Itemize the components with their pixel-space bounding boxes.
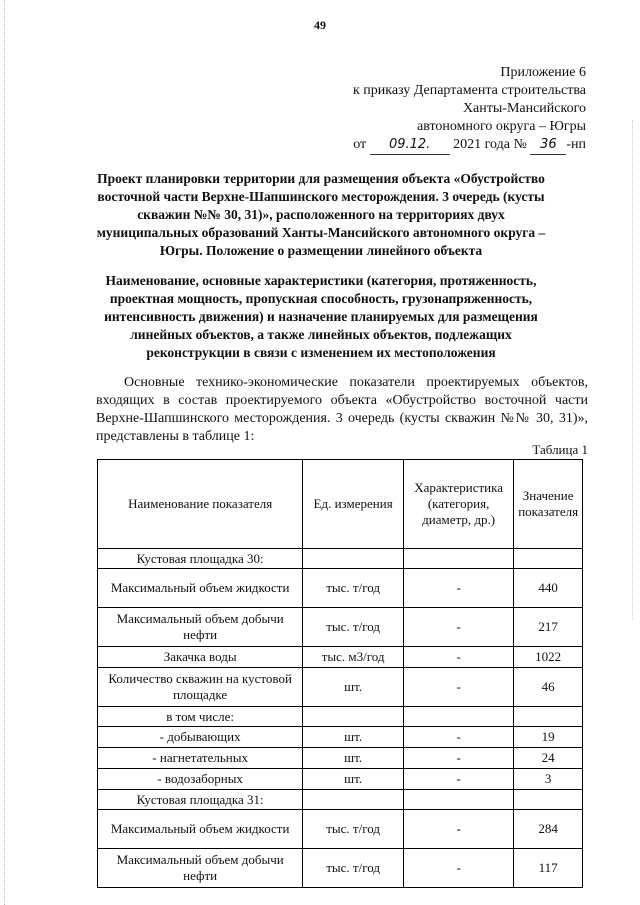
appendix-date-line [286,136,586,155]
date-prefix: от [353,137,367,152]
row-name: Максимальный объем жидкости [98,569,303,608]
intro-paragraph: Основные технико-экономические показатели проектируемых объектов, входящих в состав проектируемого объекта «Обустройство восточной части Верхне-Шапшинского месторождения. 3 очередь (кусты скважин №№ 30, 31)», представлены в таблице 1: [96,375,588,444]
row-name: Максимальный объем добычи нефти [98,608,303,647]
table-label: Таблица 1 [532,442,588,457]
row-characteristic: - [403,849,513,888]
row-characteristic: - [403,608,513,647]
row-unit: шт. [303,727,404,748]
row-value: 284 [514,810,583,849]
row-value: 24 [514,748,583,769]
section-heading: Наименование, основные характеристики (категория, протяженность, проектная мощность, пропускная способность, грузонапряженность, интенсивность движения) и назначение планируемых для размещения линейных объектов, а также линейных объектов, подлежащих реконструкции в связи с изменением их местоположения [104,273,538,360]
table-row [98,569,583,608]
row-name: Максимальный объем жидкости [98,810,303,849]
row-name: Максимальный объем добычи нефти [98,849,303,888]
row-name: - водозаборных [98,769,303,790]
row-unit: тыс. т/год [303,569,404,608]
row-characteristic: - [403,748,513,769]
order-number-handwritten: 36 [530,136,566,155]
table-row [98,727,583,748]
row-unit: тыс. м3/год [303,647,404,668]
row-name: Кустовая площадка 30: [98,549,303,569]
table-row [98,668,583,707]
scan-edge-left [4,0,9,905]
row-name: в том числе: [98,707,303,727]
table-row [98,810,583,849]
row-unit: шт. [303,769,404,790]
row-value: 19 [514,727,583,748]
appendix-line-1: Приложение 6 [500,65,586,80]
header-value: Значение показателя [514,460,583,549]
scan-edge-right [632,120,634,620]
order-suffix: -нп [566,137,586,152]
appendix-line-3: Ханты-Мансийского [462,101,586,116]
row-value: 1022 [514,647,583,668]
row-value: 46 [514,668,583,707]
table-row [98,549,583,569]
appendix-line-2: к приказу Департамента строительства [352,83,586,98]
row-characteristic: - [403,727,513,748]
date-handwritten: 09.12. [370,136,450,155]
header-characteristic: Характеристика (категория, диаметр, др.) [403,460,513,549]
row-value: 3 [514,769,583,790]
row-unit: тыс. т/год [303,849,404,888]
row-characteristic: - [403,569,513,608]
table-row [98,790,583,810]
row-characteristic: - [403,668,513,707]
row-unit: тыс. т/год [303,810,404,849]
row-name: - нагнетательных [98,748,303,769]
row-unit: тыс. т/год [303,608,404,647]
table-row [98,748,583,769]
row-unit: шт. [303,748,404,769]
row-characteristic: - [403,810,513,849]
year-text: 2021 года № [453,137,527,152]
indicators-table [97,459,583,888]
row-characteristic: - [403,769,513,790]
page-number: 49 [314,18,326,32]
table-row [98,707,583,727]
row-value: 217 [514,608,583,647]
appendix-block [286,64,586,155]
table-row [98,769,583,790]
row-value: 117 [514,849,583,888]
table-row [98,608,583,647]
header-name: Наименование показателя [98,460,303,549]
appendix-line-4: автономного округа – Югры [417,119,586,134]
document-title: Проект планировки территории для размещения объекта «Обустройство восточной части Верхне-Шапшинского месторождения. 3 очередь (кусты скважин №№ 30, 31)», расположенного на территориях двух муниципальных образований Ханты-Мансийского автономного округа – Югры. Положение о размещении линейного объекта [96,171,546,258]
row-unit: шт. [303,668,404,707]
row-name: Количество скважин на кустовой площадке [98,668,303,707]
row-name: - добывающих [98,727,303,748]
row-name: Закачка воды [98,647,303,668]
header-unit: Ед. измерения [303,460,404,549]
row-value: 440 [514,569,583,608]
table-row [98,849,583,888]
table-row [98,647,583,668]
row-characteristic: - [403,647,513,668]
table-header-row [98,460,583,549]
row-name: Кустовая площадка 31: [98,790,303,810]
